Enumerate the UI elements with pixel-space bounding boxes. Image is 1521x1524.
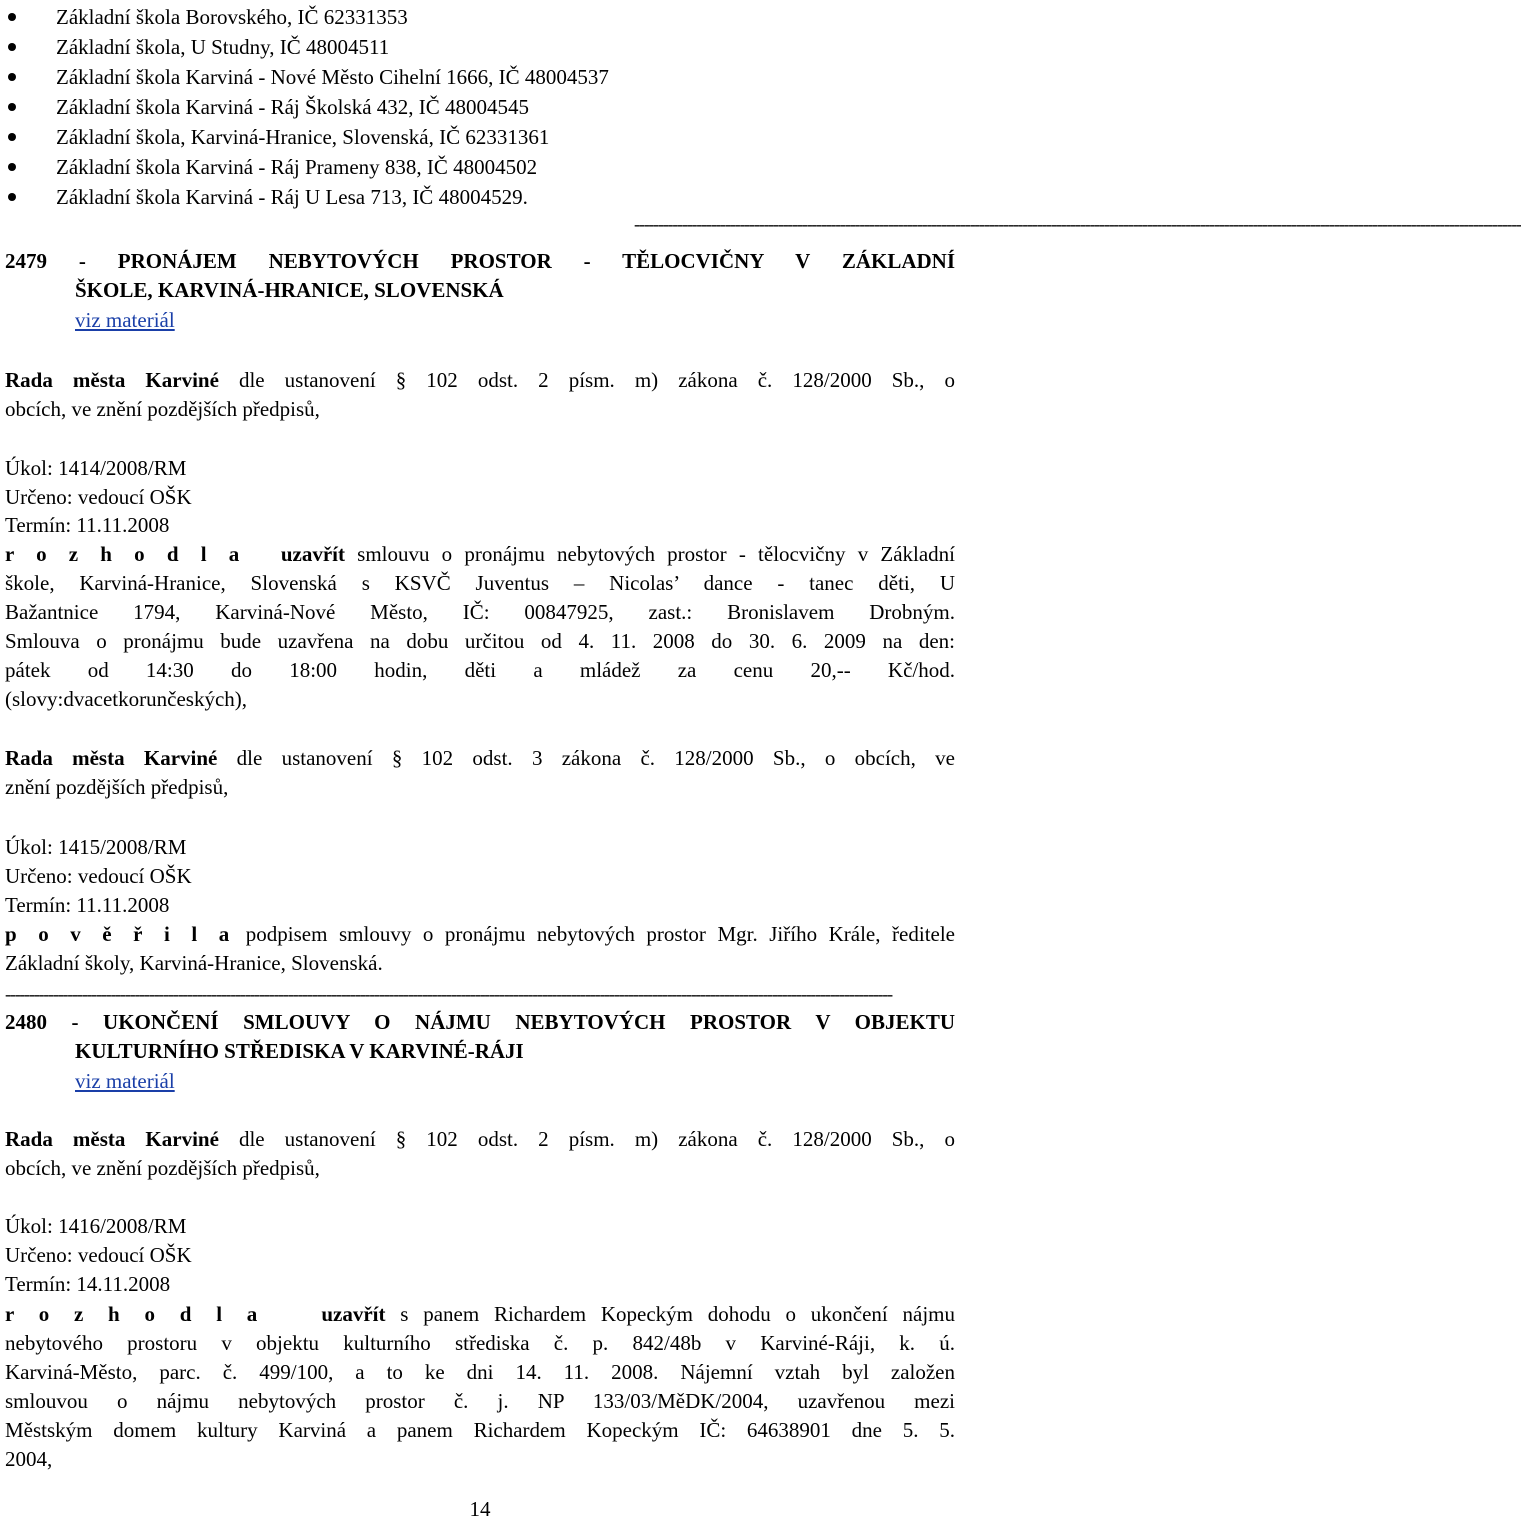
bullet-icon [8,103,16,111]
item-2480-link[interactable]: viz materiál [75,1069,175,1093]
resolution-text-line: podpisem smlouvy o pronájmu nebytových prostor Mgr. Jiřího Krále, ředitele [234,922,955,946]
bullet-icon [8,43,16,51]
resolution-text-line: pátek od 14:30 do 18:00 hodin, děti a mládež za cenu 20,-- Kč/hod. [5,658,955,682]
task-assignee: Určeno: vedoucí OŠK [5,485,192,509]
rada-text: dle ustanovení § 102 odst. 2 písm. m) zákona č. 128/2000 Sb., o [218,1127,955,1151]
resolution-text-line: Bažantnice 1794, Karviná-Nové Město, IČ: 00847925, zast.: Bronislavem Drobným. [5,600,955,624]
list-item: Základní škola Borovského, IČ 62331353 [56,5,408,29]
bullet-icon [8,73,16,81]
item-2479-heading-line2: ŠKOLE, KARVINÁ-HRANICE, SLOVENSKÁ [75,278,504,302]
item-2479-link[interactable]: viz materiál [75,308,175,332]
task-deadline: Termín: 11.11.2008 [5,893,170,917]
separator-line [5,214,1521,234]
item-2479-heading: 2479 - PRONÁJEM NEBYTOVÝCH PROSTOR - TĚLOCVIČNY V ZÁKLADNÍ [5,249,955,273]
page-number: 14 [469,1497,491,1521]
resolution-text-line: 2004, [5,1447,53,1471]
list-item: Základní škola, U Studny, IČ 48004511 [56,35,390,59]
list-item: Základní škola Karviná - Ráj Školská 432, IČ 48004545 [56,95,530,119]
resolution-text-line: smlouvou o nájmu nebytových prostor č. j. NP 133/03/MěDK/2004, uzavřenou mezi [5,1389,955,1413]
resolution-text-line: nebytového prostoru v objektu kulturního střediska č. p. 842/48b v Karviné-Ráji, k. ú. [5,1331,955,1355]
task-number: Úkol: 1414/2008/RM [5,456,187,480]
resolution-text-line: smlouvu o pronájmu nebytových prostor - tělocvičny v Základní [344,542,956,566]
rada-text: dle ustanovení § 102 odst. 2 písm. m) zákona č. 128/2000 Sb., o [218,368,955,392]
separator-line: ----------------------------------------------------------------------------------------------------------------------------------------------------------------------------------------- [634,214,1521,234]
resolution-text-line: Smlouva o pronájmu bude uzavřena na dobu určitou od 4. 11. 2008 do 30. 6. 2009 na den: [5,629,955,653]
item-2480-heading: 2480 - UKONČENÍ SMLOUVY O NÁJMU NEBYTOVÝCH PROSTOR V OBJEKTU [5,1010,955,1034]
rada-label: Rada města Karviné [5,368,219,392]
rada-statement [5,743,955,773]
resolution-verb: r o z h o d l a [5,1302,263,1326]
list-item: Základní škola Karviná - Nové Město Cihelní 1666, IČ 48004537 [56,65,609,89]
rada-statement-line2: znění pozdějších předpisů, [5,775,229,799]
resolution-text-line: (slovy:dvacetkorunčeských), [5,687,248,711]
task-number: Úkol: 1416/2008/RM [5,1214,187,1238]
bullet-icon [8,133,16,141]
list-item: Základní škola Karviná - Ráj U Lesa 713, IČ 48004529. [56,185,528,209]
task-number: Úkol: 1415/2008/RM [5,835,187,859]
task-assignee: Určeno: vedoucí OŠK [5,864,192,888]
rada-label: Rada města Karviné [5,746,218,770]
list-item: Základní škola, Karviná-Hranice, Slovenská, IČ 62331361 [56,125,550,149]
resolution-text-line: Městským domem kultury Karviná a panem Richardem Kopeckým IČ: 64638901 dne 5. 5. [5,1418,955,1442]
resolution-text-line: Základní školy, Karviná-Hranice, Slovenská. [5,951,383,975]
bullet-icon [8,193,16,201]
bullet-icon [8,13,16,21]
resolution-text [5,1299,955,1329]
rada-statement [5,365,955,395]
task-assignee: Určeno: vedoucí OŠK [5,1243,192,1267]
rada-statement [5,1124,955,1154]
item-2480-heading-line2: KULTURNÍHO STŘEDISKA V KARVINÉ-RÁJI [75,1039,524,1063]
task-deadline: Termín: 14.11.2008 [5,1272,171,1296]
rada-label: Rada města Karviné [5,1127,219,1151]
resolution-verb: r o z h o d l a [5,542,245,566]
resolution-text-line: Karviná-Město, parc. č. 499/100, a to ke dni 14. 11. 2008. Nájemní vztah byl založen [5,1360,955,1384]
resolution-object: uzavřít [280,542,345,566]
resolution-text-line: škole, Karviná-Hranice, Slovenská s KSVČ Juventus – Nicolas’ dance - tanec děti, U [5,571,955,595]
bullet-icon [8,163,16,171]
rada-text: dle ustanovení § 102 odst. 3 zákona č. 128/2000 Sb., o obcích, ve [217,746,955,770]
rada-statement-line2: obcích, ve znění pozdějších předpisů, [5,1156,320,1180]
resolution-text [5,539,955,569]
resolution-text [5,919,955,949]
rada-statement-line2: obcích, ve znění pozdějších předpisů, [5,397,320,421]
list-item: Základní škola Karviná - Ráj Prameny 838, IČ 48004502 [56,155,538,179]
task-deadline: Termín: 11.11.2008 [5,513,170,537]
resolution-text-line: s panem Richardem Kopeckým dohodu o ukončení nájmu [385,1302,956,1326]
resolution-object: uzavřít [321,1302,386,1326]
resolution-verb: p o v ě ř i l a [5,922,235,946]
separator-line: ----------------------------------------------------------------------------------------------------------------------------------------------------------------------------------------- [5,984,892,1004]
